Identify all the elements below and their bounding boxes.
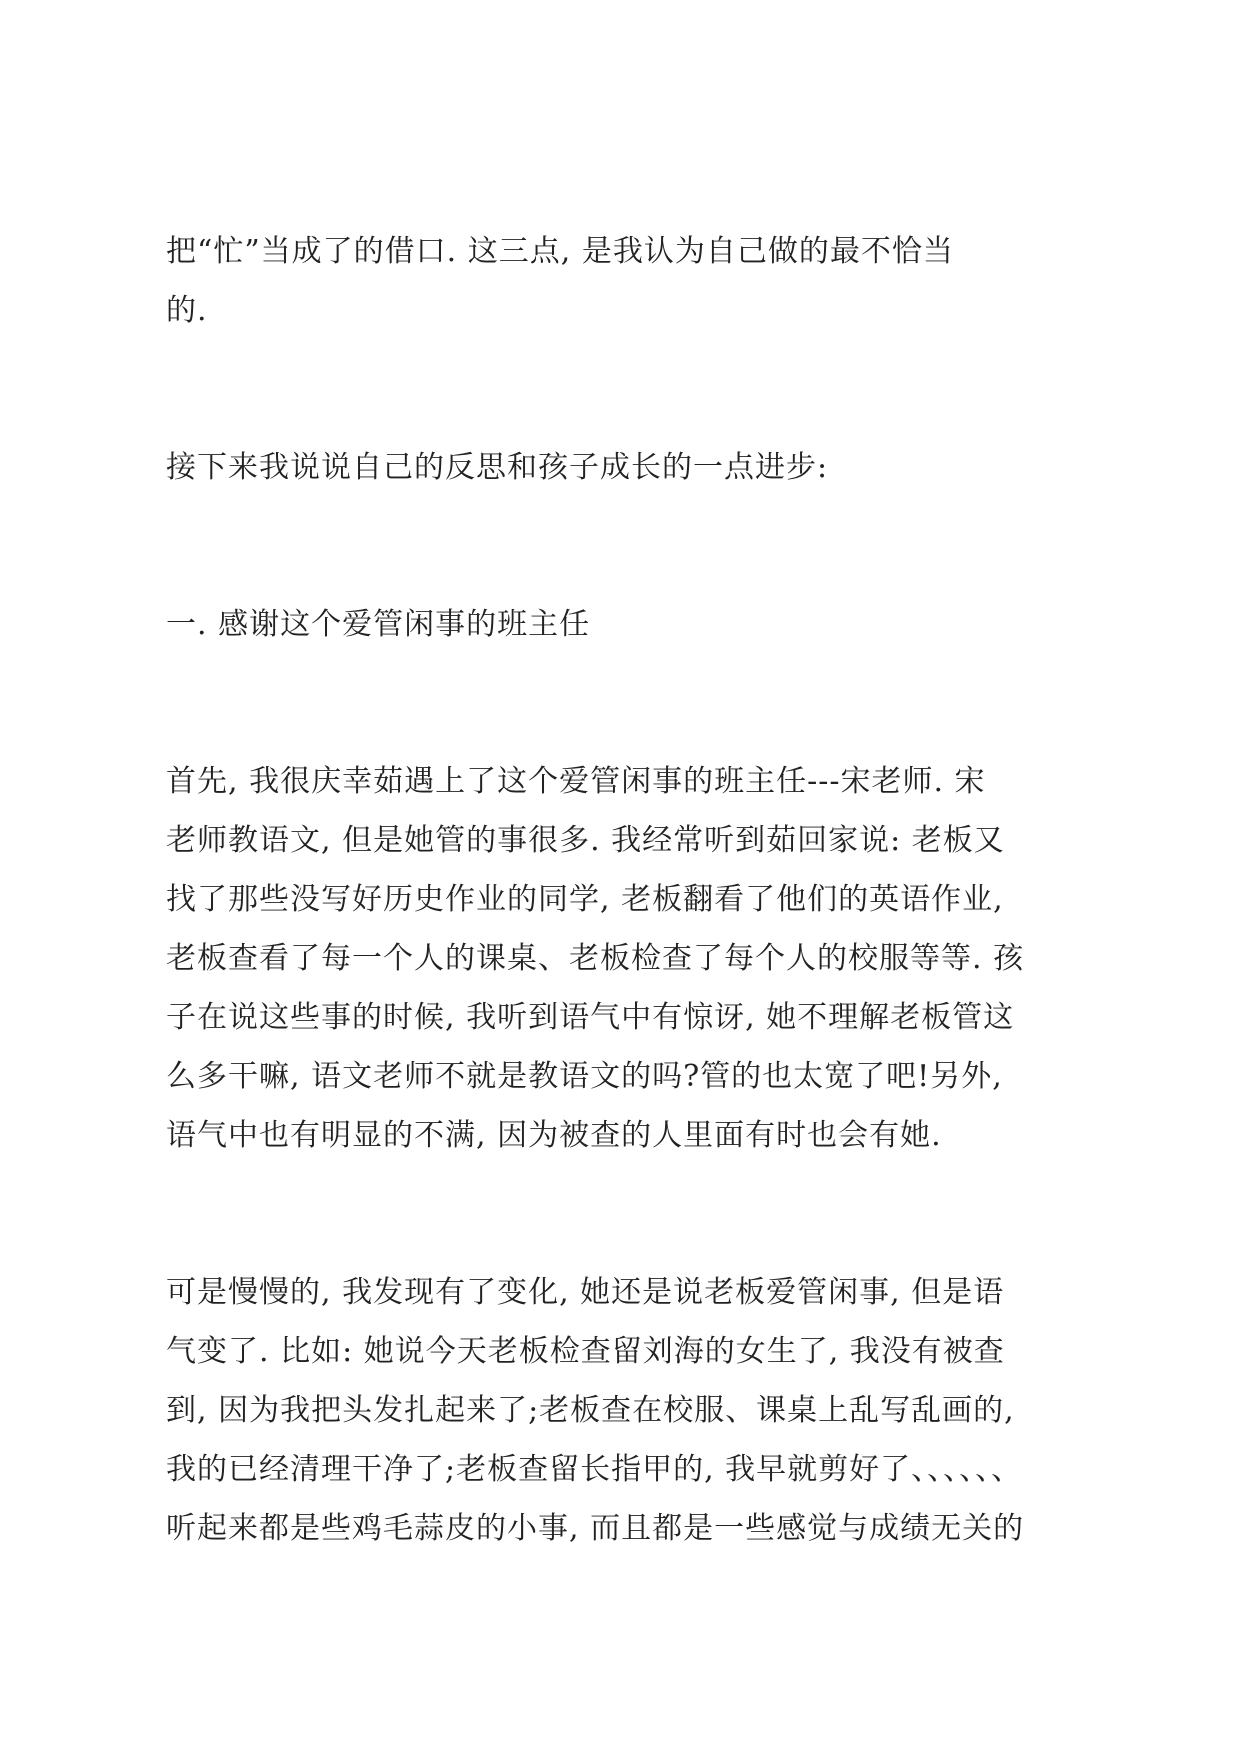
section-heading [166, 595, 1106, 654]
paragraph-gap [166, 654, 1106, 752]
text-line: 子在说这些事的时候, 我听到语气中有惊讶, 她不理解老板管这 [166, 1000, 1015, 1035]
paragraph-gap [166, 1165, 1106, 1263]
text-line: 找了那些没写好历史作业的同学, 老板翻看了他们的英语作业, [166, 882, 1004, 917]
paragraph-1 [166, 222, 1106, 340]
text-line: 可是慢慢的, 我发现有了变化, 她还是说老板爱管闲事, 但是语 [166, 1275, 1005, 1310]
text-line: 老师教语文, 但是她管的事很多. 我经常听到茹回家说: 老板又 [166, 823, 1005, 858]
text-line: 语气中也有明显的不满, 因为被查的人里面有时也会有她. [166, 1118, 942, 1153]
paragraph-gap [166, 497, 1106, 595]
text-line: 气变了. 比如: 她说今天老板检查留刘海的女生了, 我没有被查 [166, 1334, 1005, 1369]
paragraph-gap [166, 340, 1106, 438]
paragraph-4 [166, 1263, 1106, 1558]
text-line: 我的已经清理干净了;老板查留长指甲的, 我早就剪好了、、、、、、 [166, 1452, 1023, 1487]
text-line: 首先, 我很庆幸茹遇上了这个爱管闲事的班主任---宋老师. 宋 [166, 764, 986, 799]
paragraph-3 [166, 752, 1106, 1165]
text-line: 的. [166, 293, 208, 328]
heading-text: 一. 感谢这个爱管闲事的班主任 [166, 607, 591, 642]
text-line: 么多干嘛, 语文老师不就是教语文的吗?管的也太宽了吧!另外, [166, 1059, 1003, 1094]
paragraph-2 [166, 438, 1106, 497]
text-line: 把“忙”当成了的借口. 这三点, 是我认为自己做的最不恰当 [166, 234, 954, 269]
text-line: 老板查看了每一个人的课桌、老板检查了每个人的校服等等. 孩 [166, 941, 1025, 976]
document-body [166, 222, 1106, 1558]
text-line: 接下来我说说自己的反思和孩子成长的一点进步: [166, 450, 829, 485]
text-line: 听起来都是些鸡毛蒜皮的小事, 而且都是一些感觉与成绩无关的 [166, 1511, 1025, 1546]
text-line: 到, 因为我把头发扎起来了;老板查在校服、课桌上乱写乱画的, [166, 1393, 1015, 1428]
